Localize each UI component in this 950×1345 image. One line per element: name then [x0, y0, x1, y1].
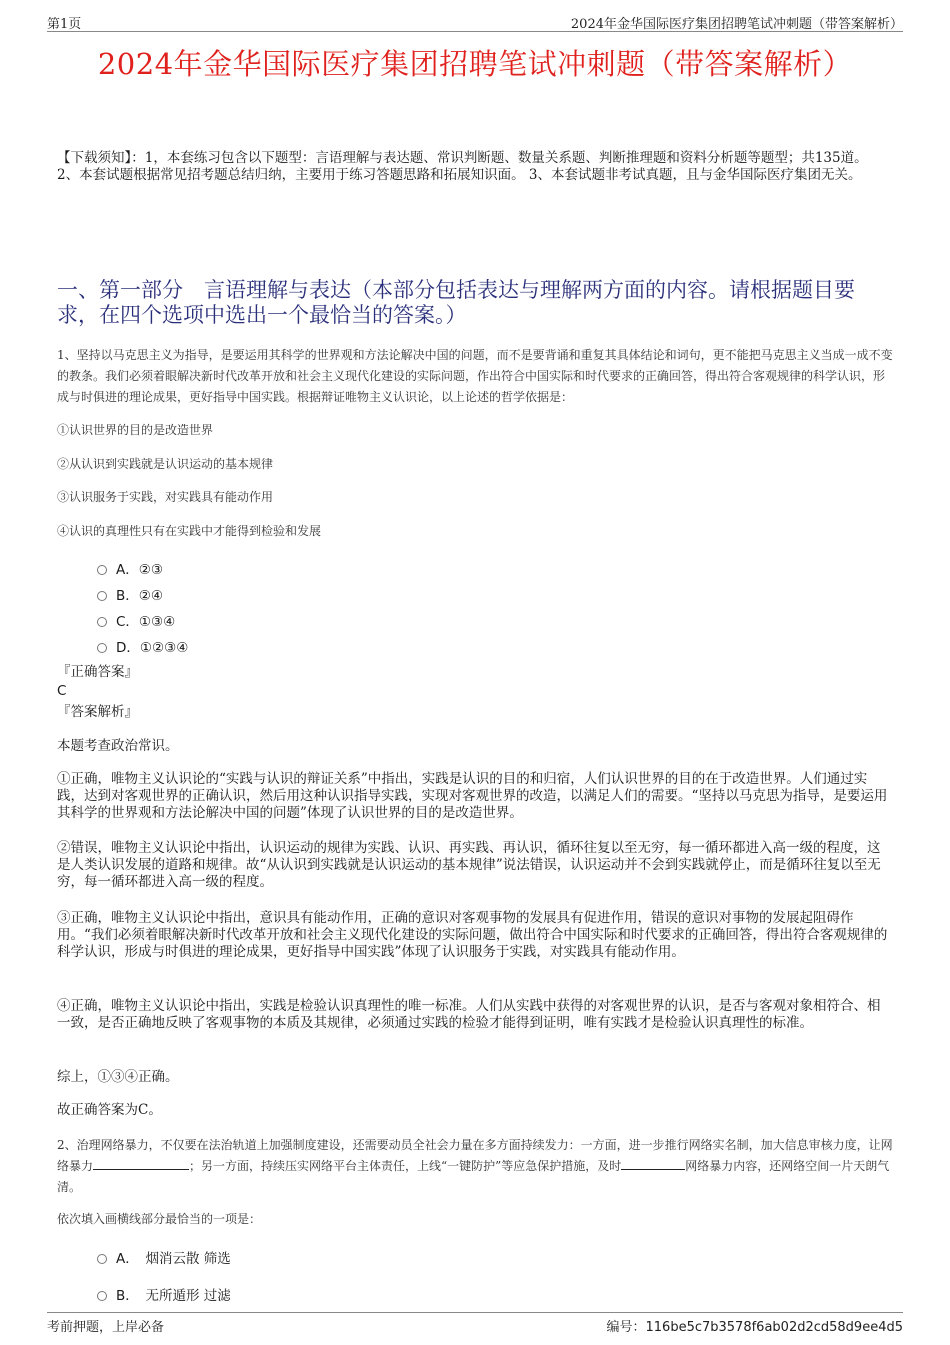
- q1-option-a[interactable]: A．②③: [97, 558, 163, 578]
- download-notice: 【下载须知】：1，本套练习包含以下题型：言语理解与表达题、常识判断题、数量关系题、判断推理题和资料分析题等题型；共135道。 2、本套试题根据常见招考题总结归纳，主要用于练习答题思路和拓展知识面。 3、本套试题非考试真题，且与金华国际医疗集团无关。: [57, 150, 868, 183]
- radio-icon[interactable]: [97, 617, 107, 627]
- footer-code: 编号：116be5c7b3578f6ab02d2cd58d9ee4d5: [606, 1320, 903, 1335]
- header-doc-title: 2024年金华国际医疗集团招聘笔试冲刺题（带答案解析）: [570, 17, 903, 32]
- header-divider: [47, 31, 903, 32]
- q1-analysis-summary: 综上，①③④正确。: [57, 1069, 179, 1085]
- section-heading: 一、第一部分 言语理解与表达（本部分包括表达与理解两方面的内容。请根据题目要求，在四个选项中选出一个最恰当的答案。）: [57, 278, 855, 327]
- q1-statement-1: ①认识世界的目的是改造世界: [57, 423, 214, 437]
- question-1-stem: 1、坚持以马克思主义为指导，是要运用其科学的世界观和方法论解决中国的问题，而不是要背诵和重复其具体结论和词句，更不能把马克思主义当成一成不变的教条。我们必须着眼解决新时代改革开放和社会主义现代化建设的实际问题，作出符合中国实际和时代要求的正确回答，得出符合客观规律的科学认识，形成与时俱进的理论成果，更好指导中国实践。根据辩证唯物主义认识论，以上论述的哲学依据是：: [57, 348, 893, 404]
- q1-option-d[interactable]: D．①②③④: [97, 636, 188, 656]
- document-title: 2024年金华国际医疗集团招聘笔试冲刺题（带答案解析）: [97, 47, 853, 81]
- q1-answer-label: 『正确答案』: [57, 664, 138, 680]
- q1-option-c[interactable]: C．①③④: [97, 610, 175, 630]
- blank-1[interactable]: [93, 1157, 189, 1170]
- question-2-stem: 2、治理网络暴力，不仅要在法治轨道上加强制度建设，还需要动员全社会力量在多方面持续发力：一方面，进一步推行网络实名制，加大信息审核力度，让网络暴力 ；另一方面，持续压实网络平台主体责任，上线“一键防护”等应急保护措施，及时 网络暴力内容，还网络空间一片天朗气清。: [57, 1138, 893, 1194]
- radio-icon[interactable]: [97, 1254, 107, 1264]
- radio-icon[interactable]: [97, 591, 107, 601]
- q2-prompt: 依次填入画横线部分最恰当的一项是：: [57, 1212, 262, 1226]
- q1-analysis-point-2: ②错误，唯物主义认识论中指出，认识运动的规律为实践、认识、再实践、再认识，循环往复以至无穷，每一循环都进入高一级的程度，这是人类认识发展的道路和规律。故“从认识到实践就是认识运动的基本规律”说法错误，认识运动并不会到实践就停止，而是循环往复以至无穷，每一循环都进入高一级的程度。: [57, 840, 881, 890]
- radio-icon[interactable]: [97, 643, 107, 653]
- page-number: 第1页: [47, 17, 82, 32]
- q1-answer: C: [57, 683, 67, 699]
- q1-statement-3: ③认识服务于实践，对实践具有能动作用: [57, 490, 274, 504]
- q1-statement-2: ②从认识到实践就是认识运动的基本规律: [57, 457, 274, 471]
- q1-statement-4: ④认识的真理性只有在实践中才能得到检验和发展: [57, 524, 322, 538]
- q1-analysis-conclusion: 故正确答案为C。: [57, 1102, 162, 1118]
- q1-option-b[interactable]: B．②④: [97, 584, 163, 604]
- q2-option-b[interactable]: B． 无所遁形 过滤: [97, 1284, 231, 1304]
- q2-option-a[interactable]: A． 烟消云散 筛选: [97, 1247, 231, 1267]
- radio-icon[interactable]: [97, 565, 107, 575]
- q1-analysis-intro: 本题考查政治常识。: [57, 738, 179, 754]
- q1-analysis-point-1: ①正确，唯物主义认识论的“实践与认识的辩证关系”中指出，实践是认识的目的和归宿，人们认识世界的目的在于改造世界。人们通过实践，达到对客观世界的正确认识，然后用这种认识指导实践，实现对客观世界的改造，以满足人们的需要。“坚持以马克思为指导，是要运用其科学的世界观和方法论解决中国的问题”体现了认识世界的目的是改造世界。: [57, 771, 888, 821]
- footer-slogan: 考前押题，上岸必备: [47, 1320, 165, 1335]
- blank-2[interactable]: [621, 1157, 685, 1170]
- footer-divider: [47, 1312, 903, 1313]
- radio-icon[interactable]: [97, 1291, 107, 1301]
- q1-analysis-label: 『答案解析』: [57, 704, 138, 720]
- q1-analysis-point-3: ③正确，唯物主义认识论中指出，意识具有能动作用，正确的意识对客观事物的发展具有促进作用，错误的意识对事物的发展起阻碍作用。“我们必须着眼解决新时代改革开放和社会主义现代化建设的实际问题，做出符合中国实际和时代要求的正确回答，得出符合客观规律的科学认识，形成与时俱进的理论成果，更好指导中国实践”体现了认识服务于实践，对实践具有能动作用。: [57, 910, 888, 960]
- q1-analysis-point-4: ④正确，唯物主义认识论中指出，实践是检验认识真理性的唯一标准。人们从实践中获得的对客观世界的认识，是否与客观对象相符合、相一致，是否正确地反映了客观事物的本质及其规律，必须通过实践的检验才能得到证明，唯有实践才是检验认识真理性的标准。: [57, 998, 881, 1031]
